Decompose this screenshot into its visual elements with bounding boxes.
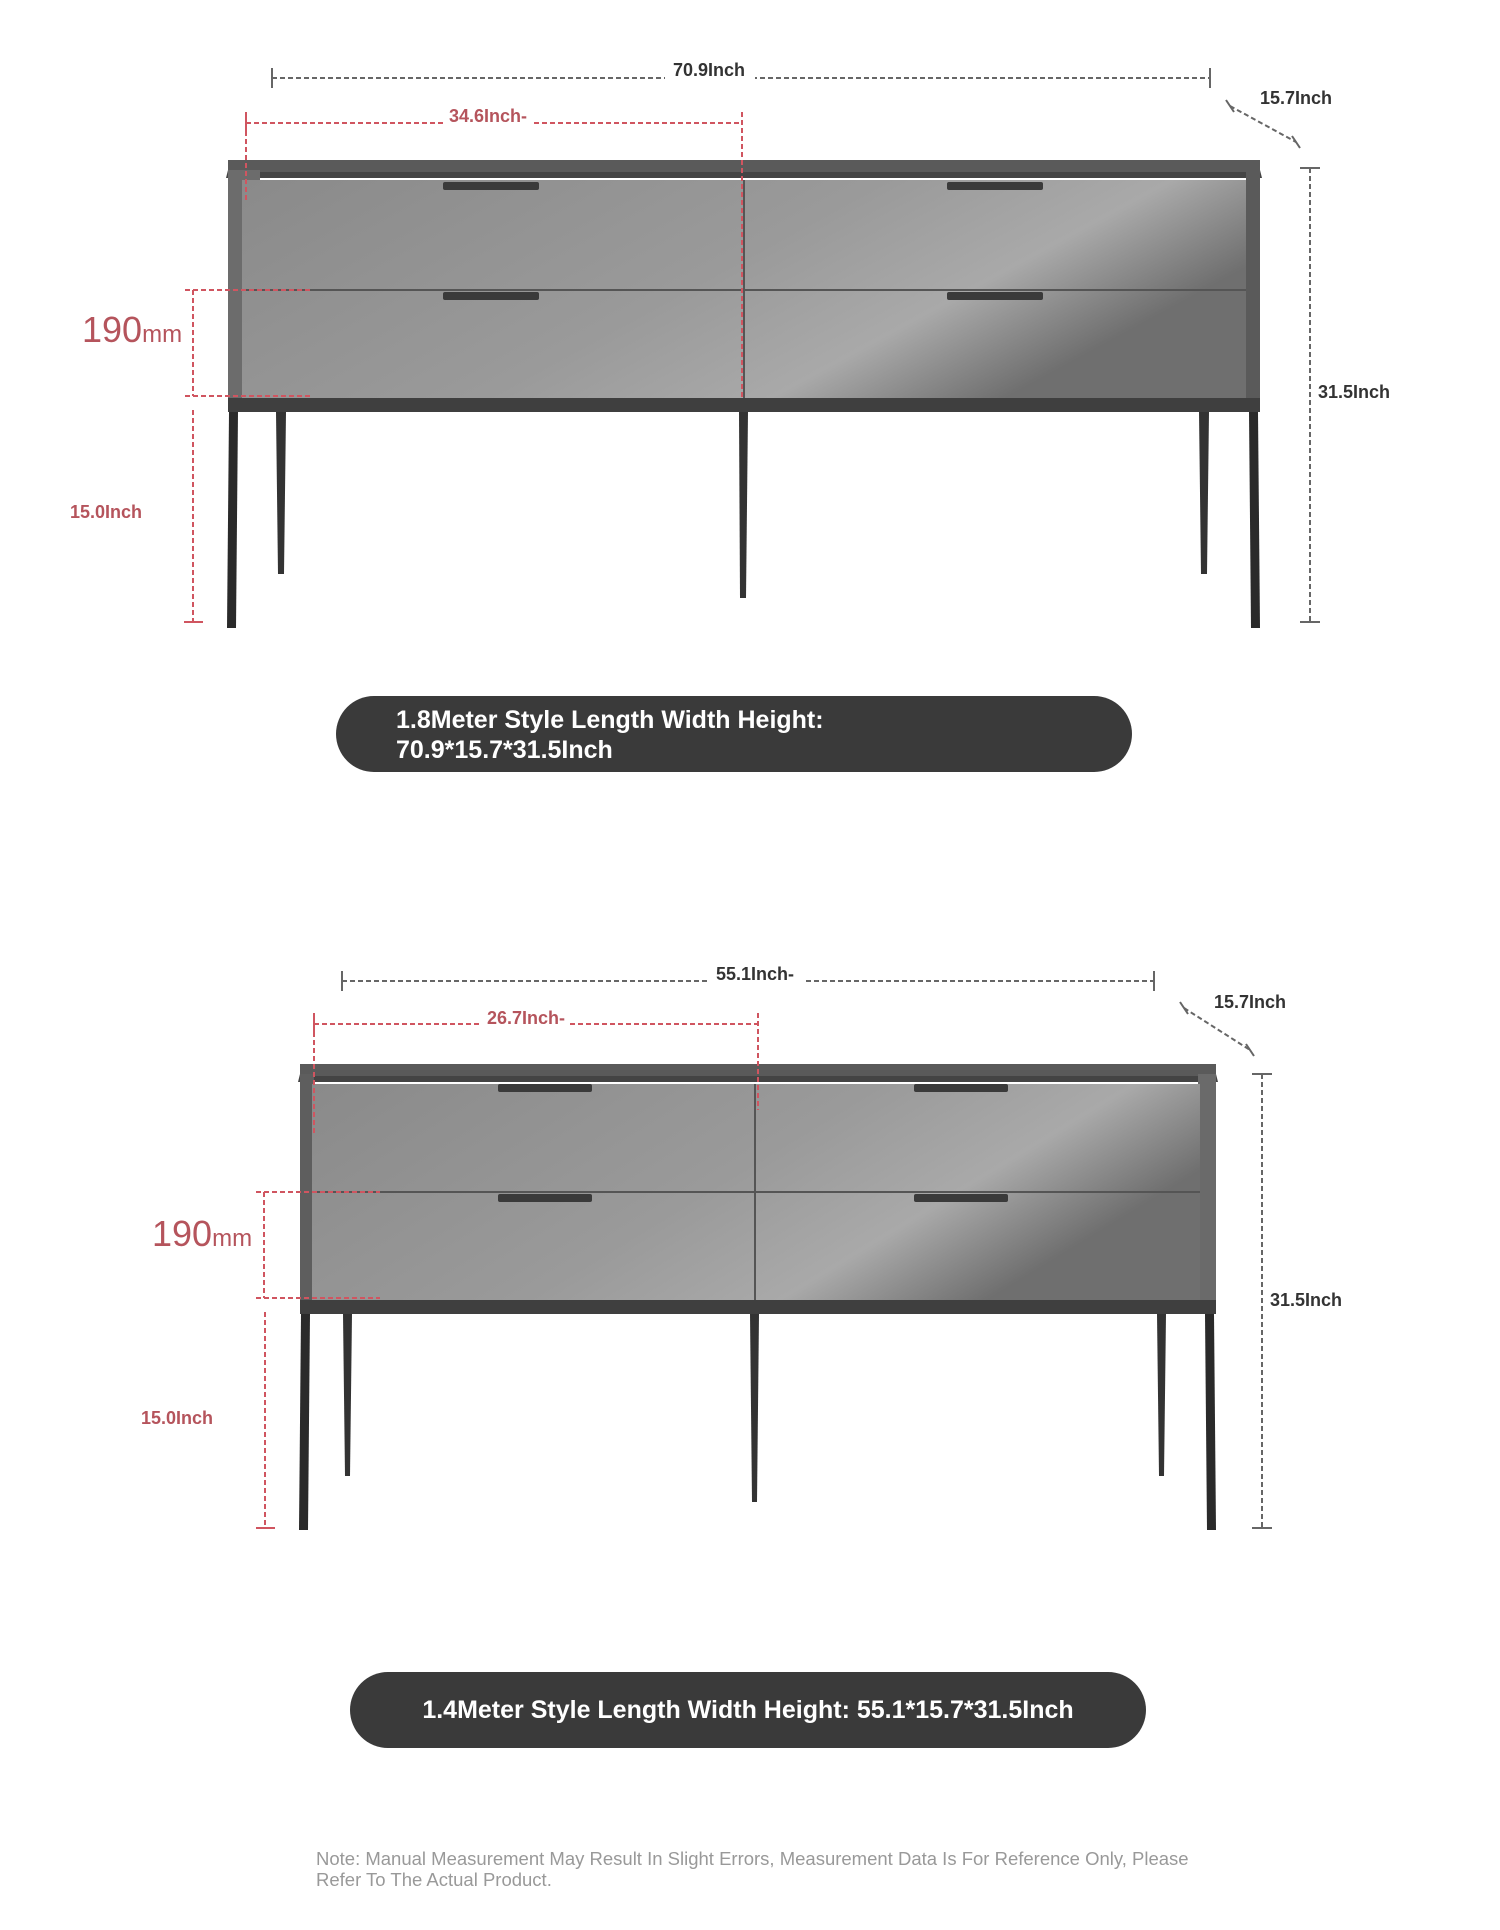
depth-label: 15.7Inch: [1260, 88, 1333, 108]
drawer-handle: [947, 292, 1043, 300]
cabinet-frame: [300, 1074, 314, 1314]
drawer-handle: [443, 182, 539, 190]
drawer-height-label: 190mm: [152, 1213, 253, 1254]
drawer-height-label: 190mm: [82, 309, 183, 350]
cabinet-leg: [750, 1314, 759, 1502]
dimension-tick: [1180, 1002, 1188, 1014]
caption-text: 1.4Meter Style Length Width Height: 55.1*15.7*31.5Inch: [422, 1696, 1074, 1724]
leg-height-label: 15.0Inch: [141, 1408, 214, 1428]
cabinet-top-edge: [228, 160, 1260, 172]
base-rail: [228, 398, 1260, 412]
depth-line: [1184, 1008, 1250, 1050]
cabinet-leg: [1199, 412, 1209, 574]
cabinet-leg: [1205, 1314, 1216, 1530]
caption-1-4m: [350, 1672, 1146, 1748]
dimension-tick: [1226, 100, 1234, 112]
cabinet-leg: [299, 1314, 310, 1530]
drawer-handle: [498, 1194, 592, 1202]
cabinet-frame-right: [1198, 1074, 1216, 1314]
caption-line-1: 1.8Meter Style Length Width Height:: [396, 706, 824, 734]
drawer-handle: [947, 182, 1043, 190]
overall-width-label: 70.9Inch: [672, 60, 746, 80]
cabinet-leg: [343, 1314, 352, 1476]
base-rail: [300, 1300, 1216, 1314]
drawer-handle: [914, 1194, 1008, 1202]
drawer-handle: [914, 1084, 1008, 1092]
dimension-tick: [1246, 1044, 1254, 1056]
depth-line: [1230, 106, 1296, 142]
cabinet-leg: [739, 412, 748, 598]
cabinet-leg: [1249, 412, 1260, 628]
height-label: 31.5Inch: [1270, 1290, 1343, 1310]
drawer-handle: [498, 1084, 592, 1092]
cabinet-leg: [227, 412, 238, 628]
cabinet-1-8m: [226, 160, 1262, 628]
caption-line-2: 70.9*15.7*31.5Inch: [396, 736, 613, 764]
drawer-handle: [443, 292, 539, 300]
height-label: 31.5Inch: [1318, 382, 1391, 402]
cabinet-frame-right: [1246, 170, 1260, 410]
cabinet-leg: [276, 412, 286, 574]
measurement-note: Note: Manual Measurement May Result In Slight Errors, Measurement Data Is For Reference Only, Please Refer To The Actual Product.: [316, 1848, 1189, 1890]
cabinet-1-4m: [298, 1064, 1218, 1530]
half-width-label: 26.7Inch-: [486, 1008, 566, 1028]
dimension-tick: [1292, 136, 1300, 148]
cabinet-leg: [1157, 1314, 1166, 1476]
caption-1-8m: [336, 696, 1132, 772]
leg-height-label: 15.0Inch: [70, 502, 143, 522]
depth-label: 15.7Inch: [1214, 992, 1287, 1012]
overall-width-label: 55.1Inch-: [715, 964, 795, 984]
half-width-label: 34.6Inch-: [448, 106, 528, 126]
